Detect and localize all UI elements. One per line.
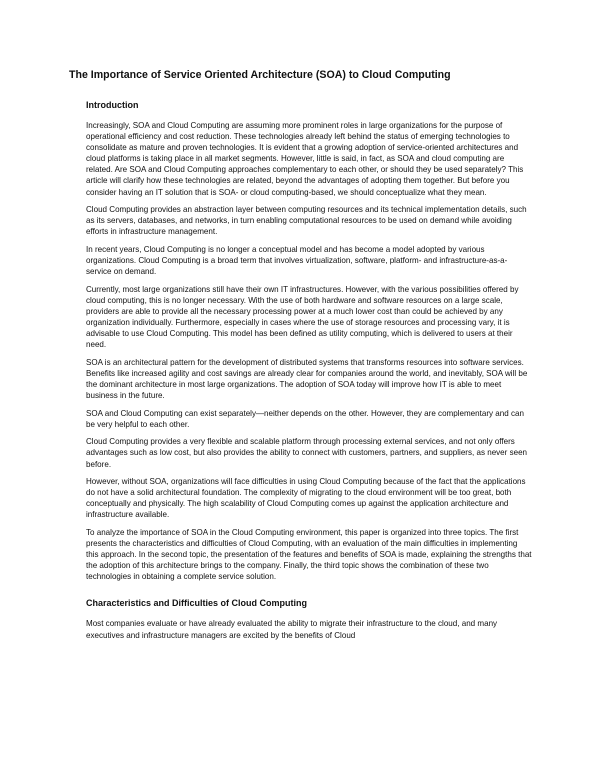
paragraph: Most companies evaluate or have already evaluated the ability to migrate their infrastructure to the cloud, and many executives and infrastructure managers are excited by the benefits of Cloud	[86, 619, 498, 640]
paragraph: To analyze the importance of SOA in the Cloud Computing environment, this paper is organized into three topics. The first presents the characteristics and difficulties of Cloud Computing, with an evaluation of the main difficulties in implementing this approach. In the second topic, the presentation of the features and benefits of SOA is made, explaining the strengths that the adoption of this architecture brings to the company. Finally, the third topic shows the combination of these two technologies in obtaining a complete service solution.	[86, 528, 532, 582]
paragraph: Currently, most large organizations still have their own IT infrastructures. However, with the various possibilities offered by cloud computing, this is no longer necessary. With the use of both hardware and software resources on a large scale, providers are able to provide all the necessary processing power at a much lower cost than could be achieved by any organization individually. Furthermore, especially in cases where the use of storage resources and processing vary, it is advisable to use Cloud Computing. This model has been defined as utility computing, which is delivered to users at their need.	[86, 284, 519, 350]
document-body	[86, 100, 532, 647]
paragraph: However, without SOA, organizations will face difficulties in using Cloud Computing because of the fact that the applications do not have a solid architectural foundation. The complexity of migrating to the cloud environment will be too great, both conceptually and physically. The high scalability of Cloud Computing comes up against the application architecture and infrastructure available.	[86, 477, 526, 520]
section-heading-introduction: Introduction	[86, 100, 139, 110]
paragraph: Cloud Computing provides a very flexible and scalable platform through processing external services, and not only offers advantages such as low cost, but also provides the ability to connect with customers, partners, and suppliers, as never seen before.	[86, 437, 528, 469]
paragraph: Increasingly, SOA and Cloud Computing are assuming more prominent roles in large organizations for the purpose of operational efficiency and cost reduction. These technologies already left behind the status of emerging technologies to consolidate as mature and proven technologies. It is evident that a growing adoption of service-oriented architectures and cloud platforms is taking place in all market segments. However, little is said, in fact, as SOA and cloud computing are related. Are SOA and Cloud Computing approaches complementary to each other, or should they be used separately? This article will clarify how these technologies are related, beyond the advantages of adopting them together. But before you consider having an IT solution that is SOA- or cloud computing-based, we should conceptualize what they mean.	[86, 121, 524, 197]
paragraph: SOA and Cloud Computing can exist separately—neither depends on the other. However, they are complementary and can be very helpful to each other.	[86, 408, 524, 429]
paragraph: In recent years, Cloud Computing is no longer a conceptual model and has become a model adopted by various organizations. Cloud Computing is a broad term that involves virtualization, software, platform- and infrastructure-as-a-service on demand.	[86, 244, 508, 277]
paragraph: SOA is an architectural pattern for the development of distributed systems that transforms resources into software services. Benefits like increased agility and cost savings are already clear for companies around the world, and inevitably, SOA will be the dominant architecture in most large organizations. The adoption of SOA today will improve how IT is able to meet business in the future.	[86, 357, 528, 401]
section-heading-characteristics: Characteristics and Difficulties of Cloud Computing	[86, 598, 308, 609]
paragraph: Cloud Computing provides an abstraction layer between computing resources and its technical implementation details, such as its servers, databases, and networks, in turn enabling computational resources to be used on demand while avoiding efforts in infrastructure management.	[86, 205, 527, 237]
document-title: The Importance of Service Oriented Architecture (SOA) to Cloud Computing	[69, 69, 451, 81]
